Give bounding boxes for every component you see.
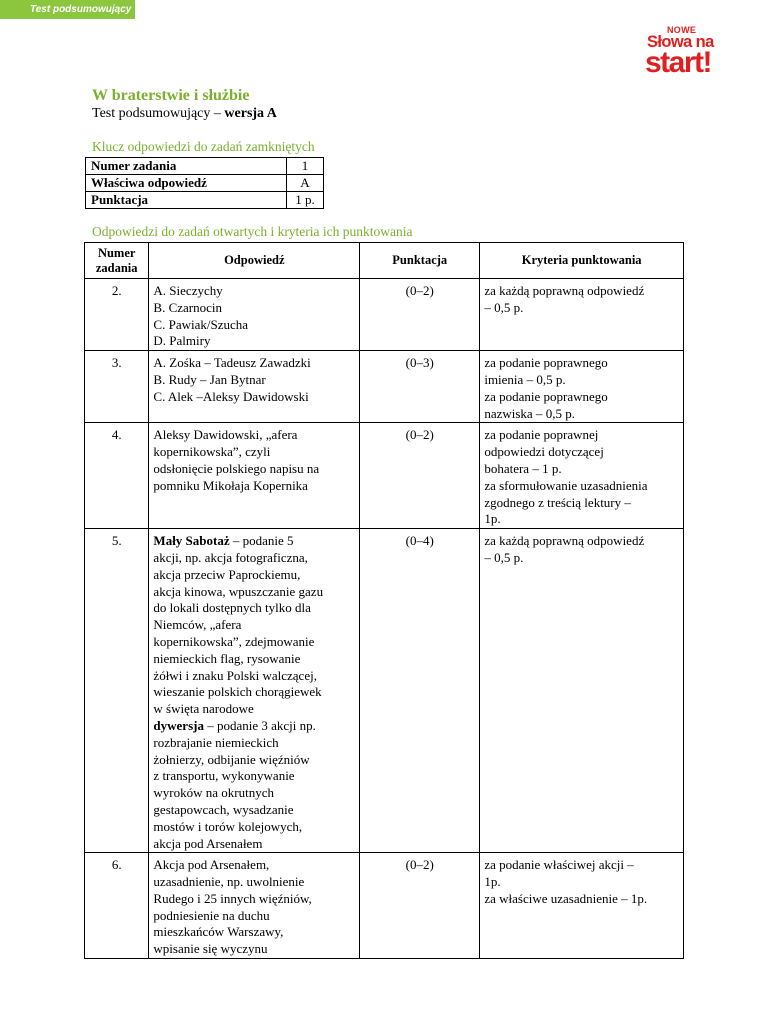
key-value: 1 [287,158,324,175]
answer-line: mieszkańców Warszawy, [153,924,284,940]
task-number: 4. [85,423,149,529]
answer-line: mostów i torów kolejowych, [153,818,303,834]
publisher-logo [640,24,730,80]
answer-line: wyroków na okrutnych [153,785,275,801]
criteria-line: bohatera – 1 p. [484,460,562,476]
points-cell: (0–2) [360,423,480,529]
key-value: A [287,175,324,192]
logo-slowa-na: Słowa na [647,33,714,51]
table-row [85,529,684,853]
points-cell: (0–3) [360,351,480,423]
table-row [85,423,684,529]
answer-text: – podanie 5 [229,533,294,549]
answer-line: wpisanie się wyczynu [153,941,268,957]
answer-line: B. Czarnocin [153,299,223,315]
subtitle-prefix: Test podsumowujący – [92,106,225,121]
answer-cell [149,423,360,529]
answer-line: wieszanie polskich chorągiewek [153,684,322,700]
answer-line: do lokali dostępnych tylko dla [153,600,311,616]
answer-line: kopernikowska”, zdejmowanie [153,633,315,649]
answer-cell [149,351,360,423]
answer-cell [149,853,360,959]
subtitle-version: wersja A [224,106,277,121]
key-value: 1 p. [287,192,324,209]
criteria-cell [480,351,684,423]
answer-line: Akcja pod Arsenałem, [153,857,270,873]
answer-line: niemieckich flag, rysowanie [153,650,301,666]
answer-line: akcji, np. akcja fotograficzna, [153,549,308,565]
table-row [86,192,324,209]
points-cell: (0–2) [360,853,480,959]
answer-line: C. Pawiak/Szucha [153,316,249,332]
criteria-line: – 0,5 p. [484,549,524,565]
answer-line: C. Alek –Aleksy Dawidowski [153,388,309,404]
header-points: Punktacja [360,243,480,279]
open-answers-table [84,242,684,959]
criteria-line: zgodnego z treścią lektury – [484,494,631,510]
answer-line: D. Palmiry [153,333,211,349]
criteria-line: za podanie poprawnego [484,355,608,371]
answer-line: gestapowcach, wysadzanie [153,801,294,817]
answer-line: rozbrajanie niemieckich [153,734,279,750]
answer-bold-term: Mały Sabotaż [153,533,230,549]
key-label: Właściwa odpowiedź [86,175,287,192]
header-number: Numer zadania [85,243,149,279]
answer-line: kopernikowska”, czyli [153,444,271,460]
open-section-title: Odpowiedzi do zadań otwartych i kryteria ich punktowania [92,224,413,239]
criteria-line: imienia – 0,5 p. [484,371,566,387]
closed-key-table [85,157,324,209]
criteria-line: za podanie poprawnej [484,427,599,443]
answer-line: z transportu, wykonywanie [153,768,295,784]
criteria-cell [480,853,684,959]
table-row [85,279,684,351]
answer-line: Niemców, „afera [153,617,242,633]
answer-line: żołnierzy, odbijanie więźniów [153,751,310,767]
table-row [85,351,684,423]
answer-line: podniesienie na duchu [153,907,270,923]
points-cell: (0–2) [360,279,480,351]
answer-line: akcja kinowa, wpuszczanie gazu [153,583,324,599]
table-row [86,158,324,175]
header-criteria: Kryteria punktowania [480,243,684,279]
task-number: 3. [85,351,149,423]
criteria-line: za podanie właściwej akcji – [484,857,634,873]
table-header-row [85,243,684,279]
criteria-line: za każdą poprawną odpowiedź [484,283,645,298]
answer-line [153,533,355,550]
table-row [85,853,684,959]
page-subtitle [92,106,277,122]
answer-line: A. Sieczychy [153,283,223,298]
points-cell: (0–4) [360,529,480,853]
answer-cell [149,529,360,853]
criteria-cell [480,279,684,351]
criteria-line: za każdą poprawną odpowiedź [484,533,645,549]
task-number: 6. [85,853,149,959]
answer-line: w święta narodowe [153,701,254,717]
criteria-line: 1p. [484,511,501,527]
criteria-line: odpowiedzi dotyczącej [484,444,604,460]
answer-line: pomniku Mikołaja Kopernika [153,477,308,493]
answer-line: Aleksy Dawidowski, „afera [153,427,298,443]
answer-line: żółwi i znaku Polski walczącej, [153,667,317,683]
answer-cell [149,279,360,351]
header-answer: Odpowiedź [149,243,360,279]
criteria-cell [480,423,684,529]
table-row [86,175,324,192]
answer-line: A. Zośka – Tadeusz Zawadzki [153,355,311,371]
answer-line: odsłonięcie polskiego napisu na [153,460,320,476]
key-label: Numer zadania [86,158,287,175]
answer-line: B. Rudy – Jan Bytnar [153,371,266,387]
logo-start: start! [645,46,712,79]
closed-section-title: Klucz odpowiedzi do zadań zamkniętych [92,139,315,154]
page-title: W braterstwie i służbie [92,87,250,104]
logo-nowe: NOWE [667,25,697,35]
task-number: 5. [85,529,149,853]
answer-line [153,718,355,735]
answer-text: – podanie 3 akcji np. [203,717,316,733]
criteria-line: za sformułowanie uzasadnienia [484,477,648,493]
criteria-line: za właściwe uzasadnienie – 1p. [484,890,648,906]
task-number: 2. [85,279,149,351]
criteria-line: – 0,5 p. [484,299,524,315]
answer-line: akcja pod Arsenałem [153,835,263,851]
answer-line: akcja przeciw Paprockiemu, [153,566,301,582]
answer-line: Rudego i 25 innych więźniów, [153,890,312,906]
answer-bold-term: dywersja [153,717,204,733]
criteria-line: nazwiska – 0,5 p. [484,405,575,421]
criteria-cell [480,529,684,853]
answer-line: uzasadnienie, np. uwolnienie [153,874,305,890]
criteria-line: 1p. [484,874,501,890]
criteria-line: za podanie poprawnego [484,388,608,404]
header-tab: Test podsumowujący [0,0,135,19]
key-label: Punktacja [86,192,287,209]
